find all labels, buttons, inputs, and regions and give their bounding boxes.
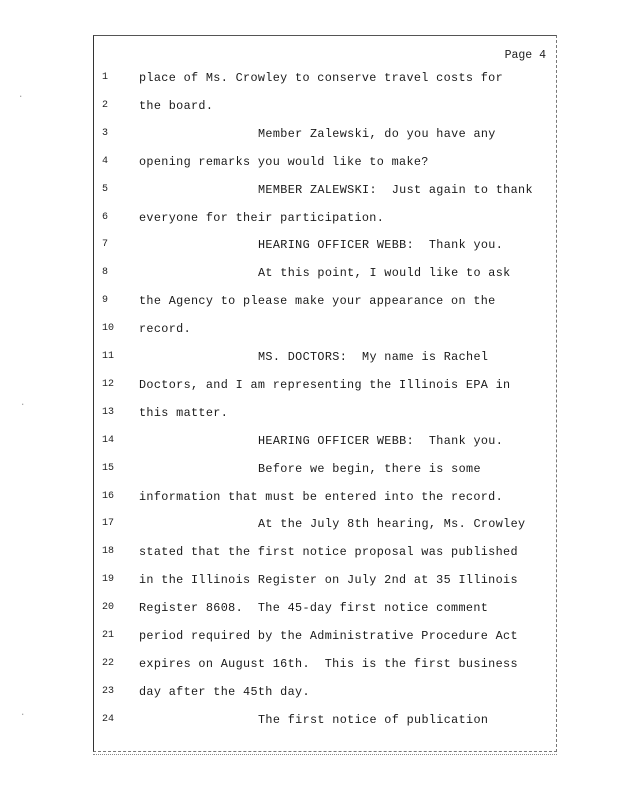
line-number: 20 bbox=[102, 602, 115, 614]
transcript-line: record. bbox=[139, 322, 192, 337]
line-number: 22 bbox=[102, 657, 115, 669]
line-number: 6 bbox=[102, 211, 109, 223]
transcript-line: Register 8608. The 45-day first notice comment bbox=[139, 601, 489, 616]
transcript-line: everyone for their participation. bbox=[139, 210, 385, 225]
transcript-line: Doctors, and I am representing the Illinois EPA in bbox=[139, 377, 511, 392]
line-number: 12 bbox=[102, 378, 115, 390]
transcript-line: MEMBER ZALEWSKI: Just again to thank bbox=[258, 182, 533, 197]
transcript-line: The first notice of publication bbox=[258, 712, 489, 727]
margin-mark: · bbox=[18, 92, 24, 102]
transcript-line: information that must be entered into the record. bbox=[139, 489, 504, 504]
line-number: 3 bbox=[102, 127, 109, 139]
bottom-rule bbox=[93, 754, 557, 755]
page-number: Page 4 bbox=[504, 49, 546, 62]
transcript-line: At the July 8th hearing, Ms. Crowley bbox=[258, 517, 526, 532]
line-number: 13 bbox=[102, 406, 115, 418]
transcript-line: At this point, I would like to ask bbox=[258, 266, 511, 281]
transcript-line: HEARING OFFICER WEBB: Thank you. bbox=[258, 238, 504, 253]
line-number: 14 bbox=[102, 434, 115, 446]
line-number: 19 bbox=[102, 574, 115, 586]
line-number: 24 bbox=[102, 713, 115, 725]
transcript-line: the board. bbox=[139, 98, 214, 113]
transcript-line: Member Zalewski, do you have any bbox=[258, 126, 496, 141]
transcript-line: Before we begin, there is some bbox=[258, 461, 481, 476]
transcript-line: opening remarks you would like to make? bbox=[139, 154, 429, 169]
margin-mark: · bbox=[20, 400, 26, 410]
line-number: 21 bbox=[102, 630, 115, 641]
line-number: 4 bbox=[102, 155, 109, 167]
line-number: 10 bbox=[102, 323, 115, 335]
line-number: 18 bbox=[102, 546, 115, 558]
line-number: 8 bbox=[102, 267, 109, 279]
transcript-line: stated that the first notice proposal was published bbox=[139, 545, 518, 560]
line-number: 7 bbox=[102, 239, 109, 251]
transcript-page bbox=[93, 35, 557, 752]
line-number: 15 bbox=[102, 462, 115, 474]
line-number: 23 bbox=[102, 685, 115, 697]
transcript-line: in the Illinois Register on July 2nd at 35 Illinois bbox=[139, 573, 518, 588]
transcript-line: period required by the Administrative Procedure Act bbox=[139, 629, 518, 643]
margin-mark: · bbox=[20, 710, 26, 720]
line-number: 17 bbox=[102, 518, 115, 530]
line-number: 1 bbox=[102, 72, 109, 83]
transcript-line: HEARING OFFICER WEBB: Thank you. bbox=[258, 433, 504, 448]
line-number: 5 bbox=[102, 183, 109, 195]
transcript-line: this matter. bbox=[139, 405, 229, 420]
line-number: 2 bbox=[102, 99, 109, 111]
transcript-line: expires on August 16th. This is the first business bbox=[139, 656, 518, 671]
line-number: 11 bbox=[102, 351, 115, 362]
transcript-line: place of Ms. Crowley to conserve travel costs for bbox=[139, 71, 504, 85]
transcript-line: the Agency to please make your appearance on the bbox=[139, 294, 496, 309]
line-number: 16 bbox=[102, 490, 115, 502]
transcript-line: MS. DOCTORS: My name is Rachel bbox=[258, 350, 489, 364]
line-number: 9 bbox=[102, 295, 109, 307]
transcript-line: day after the 45th day. bbox=[139, 684, 310, 699]
